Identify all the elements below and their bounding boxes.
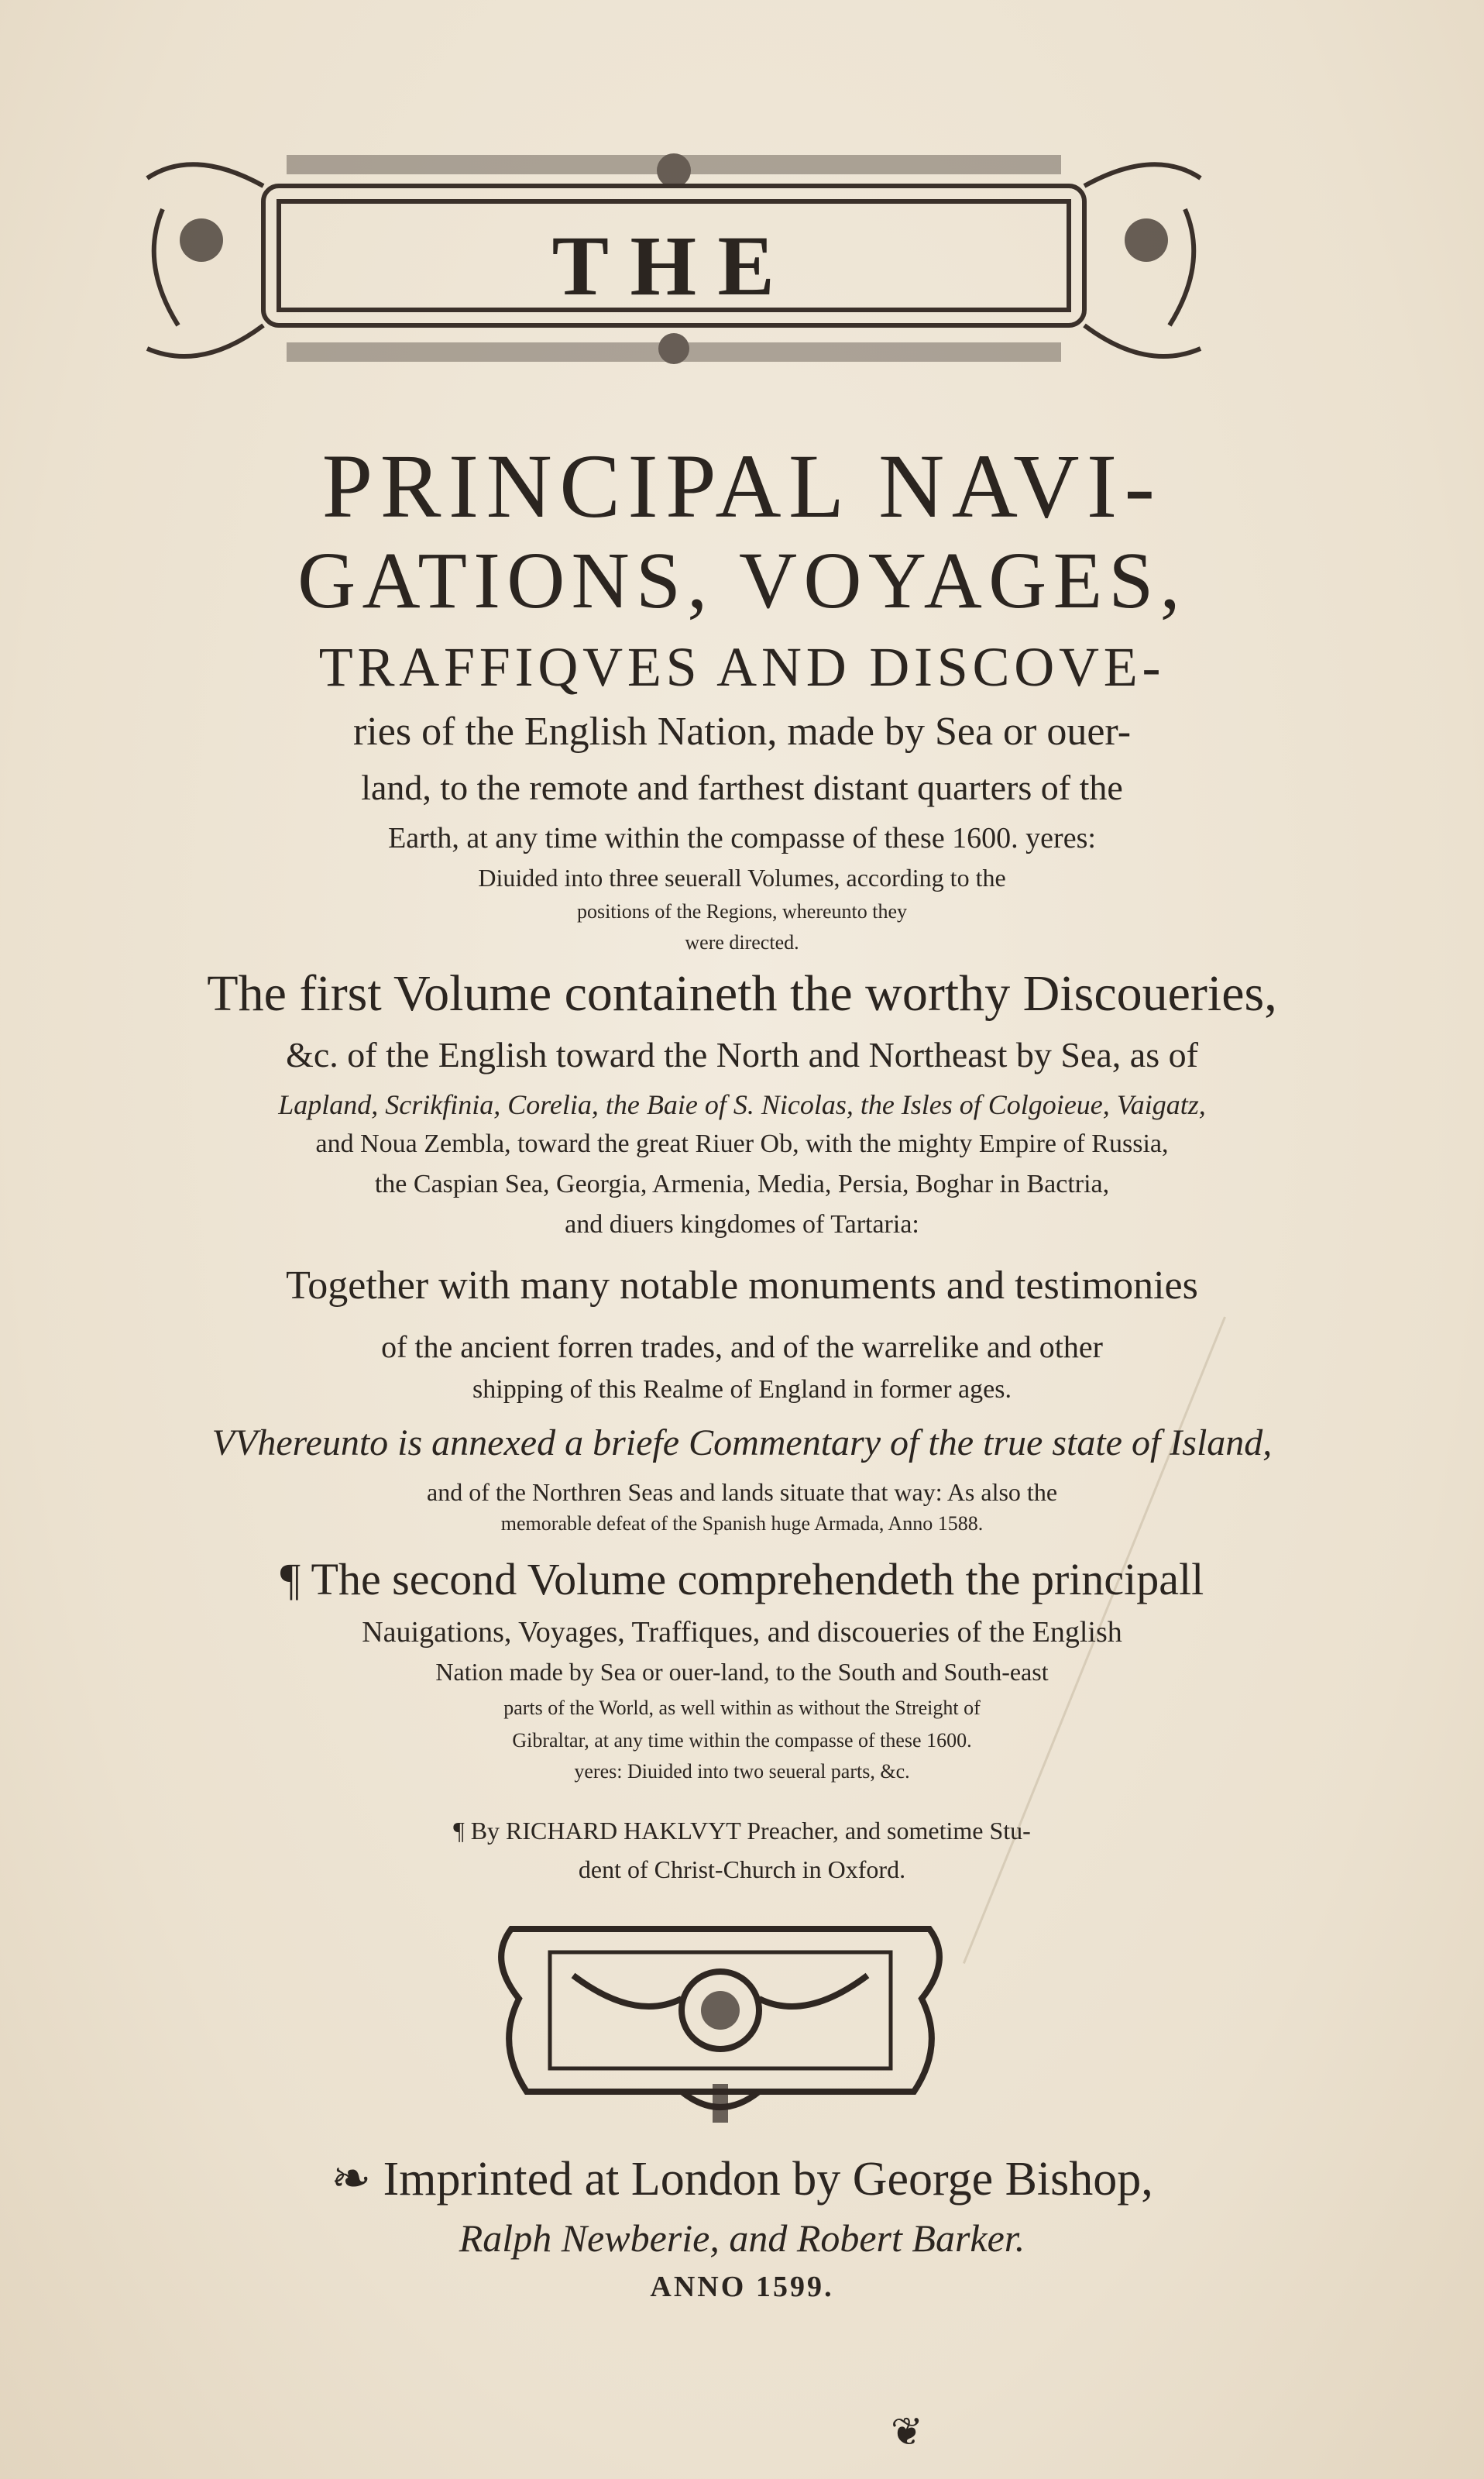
- printers-device-ornament: [480, 1913, 960, 2130]
- volume1-line-9: shipping of this Realme of England in former ages.: [472, 1375, 1012, 1404]
- volume2-line-2: Nauigations, Voyages, Traffiques, and discoueries of the English: [362, 1616, 1122, 1649]
- volume2-line-1: ¶ The second Volume comprehendeth the principall: [280, 1554, 1204, 1604]
- author-line-2: dent of Christ-Church in Oxford.: [578, 1855, 906, 1883]
- imprint-line-1: [0, 2150, 1484, 2207]
- volume1-line-8: of the ancient forren trades, and of the warrelike and other: [381, 1329, 1103, 1364]
- imprint-line-3: ANNO 1599.: [650, 2271, 834, 2303]
- volume1-line-6: and diuers kingdomes of Tartaria:: [565, 1210, 919, 1239]
- title-line-9: were directed.: [685, 931, 799, 954]
- volume2-line-4: parts of the World, as well within as without the Streight of: [503, 1697, 981, 1719]
- imprint-line-2: Ralph Newberie, and Robert Barker.: [459, 2216, 1025, 2260]
- hand-fleuron-icon: ❧: [331, 2153, 383, 2206]
- title-line-6: Earth, at any time within the compasse of these 1600. yeres:: [388, 822, 1096, 854]
- title-line-2: GATIONS, VOYAGES,: [297, 536, 1187, 625]
- volume2-line-5: Gibraltar, at any time within the compasse of these 1600.: [512, 1729, 972, 1752]
- title-line-4: ries of the English Nation, made by Sea or ouer-: [352, 710, 1132, 754]
- volume1-line-3: Lapland, Scrikfinia, Corelia, the Baie of S. Nicolas, the Isles of Colgoieue, Vaigatz,: [278, 1089, 1206, 1120]
- tailpiece-mark-icon: ❦: [891, 2410, 923, 2453]
- title-line-5: land, to the remote and farthest distant quarters of the: [361, 768, 1123, 807]
- title-line-3: TRAFFIQVES AND DISCOVE-: [318, 636, 1166, 698]
- volume1-line-1: The first Volume containeth the worthy Discoueries,: [207, 965, 1277, 1022]
- volume1-line-10: VVhereunto is annexed a briefe Commentary of the true state of Island,: [211, 1422, 1273, 1463]
- title-line-8: positions of the Regions, whereunto they: [576, 900, 908, 923]
- volume1-line-4: and Noua Zembla, toward the great Riuer Ob, with the mighty Empire of Russia,: [315, 1129, 1169, 1158]
- volume1-line-5: the Caspian Sea, Georgia, Armenia, Media, Persia, Boghar in Bactria,: [374, 1170, 1110, 1198]
- decorative-cartouche: [132, 147, 1216, 372]
- volume1-line-11: and of the Northren Seas and lands situate that way: As also the: [426, 1478, 1058, 1506]
- title-line-1: PRINCIPAL NAVI-: [321, 435, 1163, 537]
- imprint-text-1: Imprinted at London by George Bishop,: [383, 2153, 1153, 2206]
- volume1-line-2: &c. of the English toward the North and Northeast by Sea, as of: [286, 1035, 1198, 1074]
- volume1-line-7: Together with many notable monuments and testimonies: [286, 1264, 1198, 1308]
- volume1-line-12: memorable defeat of the Spanish huge Armada, Anno 1588.: [500, 1512, 984, 1535]
- title-line-7: Diuided into three seuerall Volumes, according to the: [478, 864, 1006, 892]
- volume2-line-3: Nation made by Sea or ouer-land, to the South and South-east: [435, 1658, 1049, 1686]
- author-line-1: ¶ By RICHARD HAKLVYT Preacher, and sometime Stu-: [453, 1817, 1031, 1845]
- heading-the: THE: [551, 218, 796, 313]
- volume2-line-6: yeres: Diuided into two seueral parts, &c.: [574, 1760, 910, 1783]
